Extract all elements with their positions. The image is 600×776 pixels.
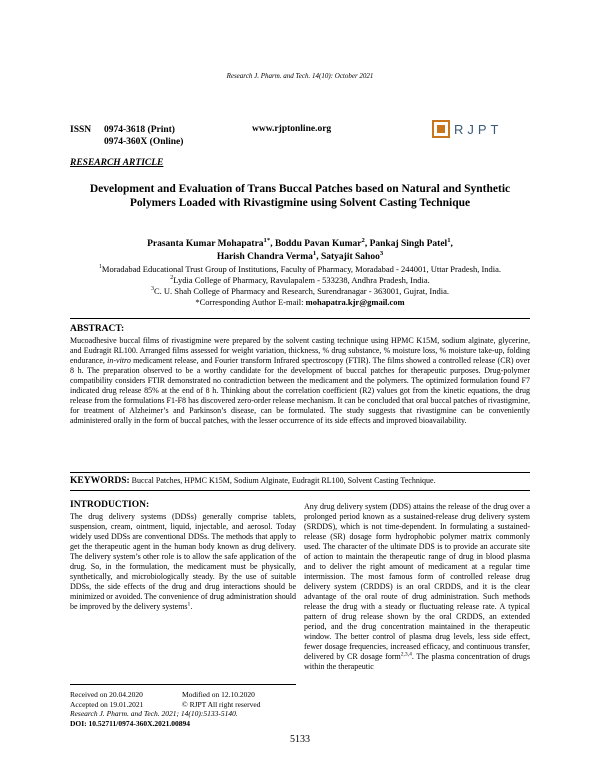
abstract-heading: ABSTRACT: <box>70 324 125 334</box>
keywords-text: Buccal Patches, HPMC K15M, Sodium Alginate, Eudragit RL100, Solvent Casting Technique. <box>129 476 436 485</box>
abstract-body: Mucoadhesive buccal films of rivastigmine were prepared by the solvent casting technique using HPMC K15M, sodium alginate, glycerine, and Eudragit RL100. Arranged films assessed for weight variation, thickness, % drug substance, % moisture loss, % moisture take-up, folding endurance, in-vitro medicament release, and Fourier transform Infrared spectroscopy (FTIR). The films showed a controlled release (CR) over 8 h. The preparation observed to be a worthy candidate for the development of buccal patches for therapeutic purposes. Drug-polymer compatibility considers FTIR demonstrated no contradiction between the medicament and the polymers. The optimized formulation found F7 indicated drug release 85% at the end of 8 h. Thinking about the correlation coefficient (R2) values got from the kinetic equations, the drug release from the formulations F1-F8 has discovered zero-order release mechanism. It can be concluded that oral buccal patches of rivastigmine, for treatment of Alzheimer’s and Parkinson’s disease, can be formulated. The study suggests that rivastigmine can be conveniently administered orally in the form of buccal patches, with the lesser occurrence of its side effects and improved bioavailability. <box>70 336 530 425</box>
rights-notice: © RJPT All right reserved <box>182 699 261 709</box>
author-affil-sup: 3 <box>379 249 384 257</box>
introduction-heading: INTRODUCTION: <box>70 500 150 510</box>
introduction-right-column: Any drug delivery system (DDS) attains the release of the drug over a prolonged period known as a sustained-release drug delivery system (SRDDS), which is not time-dependent. In formulating a sustained-release (SR) dosage form hydrophobic polymer matrix commonly used. The character of the ultimate DDS is to provide an accurate site of action to maintain the therapeutic range of drug in blood plasma and to deliver the right amount of medicament at a regular time intermission. The most famous form of controlled release drug delivery system (CRDDS) is an oral CRDDS, and it is the clear advantage of the oral route of drug administration. Such methods release the drug with a steady or fluctuating release rate. A typical pattern of drug release shown by the oral CRDDS, an extended period, and the drug concentration maintained in the therapeutic window. The better control of plasma drug levels, less side effect, fewer dosage frequencies, increased efficacy, and continuous transfer, delivered by CR dosage form$^{2,3,4}$. The plasma concentration of drugs within the therapeutic <box>304 502 531 671</box>
corresponding-email[interactable]: mohapatra.kjr@gmail.com <box>305 297 405 307</box>
article-history <box>70 690 296 728</box>
author-name: Harish Chandra Verma <box>216 251 313 262</box>
journal-header: Research J. Pharm. and Tech. 14(10): October 2021 <box>226 72 374 80</box>
issn-label: ISSN <box>70 125 92 135</box>
logo-mark-icon <box>432 120 450 138</box>
introduction-left-column: The drug delivery systems (DDSs) generally comprise tablets, suspension, cream, ointment, liquid, injectable, and aerosol. Today widely used DDSs are conventional DDSs. The methods that apply to get the therapeutic agent in the human body known as drug delivery. The delivery system’s other role is to allow the safe application of the drug. So, in the formulation, the medicament must be physically, synthetically, and microbiologically steady. By the use of suitable DDSs, the side effects of the drug and drug interactions should be minimized or avoided. The convenience of drug administration should be improved by the delivery systems$^1$. <box>70 512 296 611</box>
modified-date: Modified on 12.10.2020 <box>182 690 255 699</box>
issn-block <box>70 124 183 148</box>
affiliations <box>70 264 530 308</box>
divider <box>70 318 530 319</box>
affiliation-line: $^1$Moradabad Educational Trust Group of Institutions, Faculty of Pharmacy, Moradabad - 244001, Uttar Pradesh, India. <box>98 264 502 274</box>
journal-website-link[interactable]: www.rjptonline.org <box>252 124 332 134</box>
footnote-divider <box>70 684 296 685</box>
divider <box>70 490 530 491</box>
article-title: Development and Evaluation of Trans Buccal Patches based on Natural and Synthetic Polymers Loaded with Rivastigmine using Solvent Casting Technique <box>89 183 511 209</box>
author-affil-sup: 1* <box>263 236 271 244</box>
keywords <box>70 476 530 486</box>
author-affil-sup: 2 <box>361 236 365 244</box>
logo-text: RJPT <box>454 121 503 137</box>
author-name: , Boddu Pavan Kumar <box>270 239 362 249</box>
author-sep: , <box>450 239 453 249</box>
issn-print: 0974-3618 (Print) <box>104 125 175 135</box>
received-date: Received on 20.04.2020 <box>70 690 143 699</box>
author-name: , Satyajit Sahoo <box>316 251 380 262</box>
divider <box>70 472 530 473</box>
citation: Research J. Pharm. and Tech. 2021; 14(10):5133-5140. <box>70 709 238 718</box>
author-affil-sup: 1 <box>312 249 317 257</box>
corresponding-author: *Corresponding Author E-mail: mohapatra.kjr@gmail.com <box>195 297 405 307</box>
author-name: , Pankaj Singh Patel <box>364 239 448 249</box>
issn-online: 0974-360X (Online) <box>104 137 184 147</box>
author-list <box>70 238 530 263</box>
doi[interactable]: DOI: 10.52711/0974-360X.2021.00894 <box>70 718 190 728</box>
author-affil-sup: 1 <box>447 236 451 244</box>
rjpt-logo <box>432 120 528 140</box>
author-name: Prasanta Kumar Mohapatra <box>147 239 264 249</box>
affiliation-line: $^3$C. U. Shah College of Pharmacy and Research, Surendranagar - 363001, Gujrat, India. <box>150 286 450 296</box>
affiliation-line: $^2$Lydia College of Pharmacy, Ravulapalem - 533238, Andhra Pradesh, India. <box>170 275 430 285</box>
accepted-date: Accepted on 19.01.2021 <box>70 699 144 709</box>
article-type-label: RESEARCH ARTICLE <box>70 158 164 168</box>
page-number: 5133 <box>290 734 310 745</box>
keywords-label: KEYWORDS: <box>70 476 130 486</box>
